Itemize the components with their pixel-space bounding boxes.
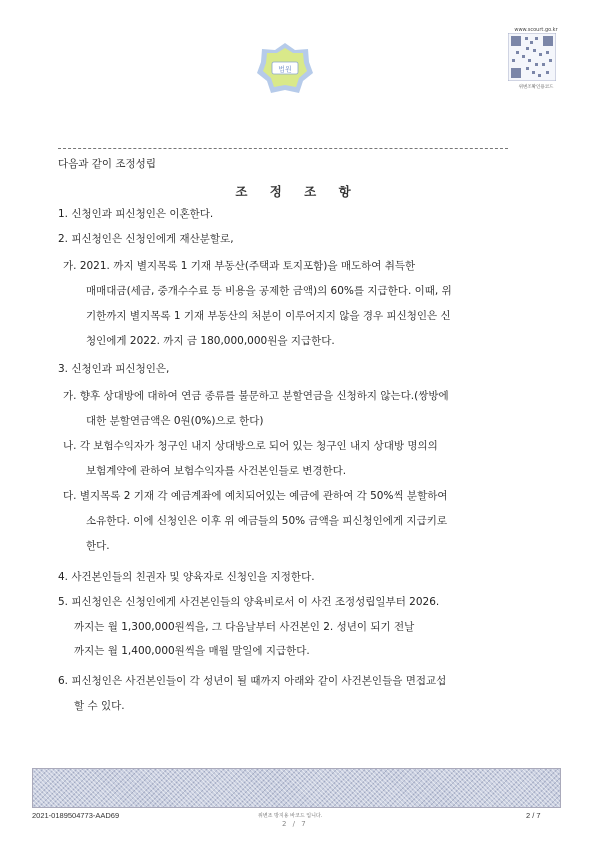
sub-line: 소유한다. 이에 신청인은 이후 위 예금들의 50% 금액을 피신청인에게 지급키로 <box>86 515 448 527</box>
dashed-separator <box>58 148 508 149</box>
section-title: 조 정 조 항 <box>235 184 360 199</box>
clause-1 <box>58 202 513 227</box>
clause-text: 까지는 월 1,400,000원씩을 매월 말일에 지급한다. <box>74 645 310 657</box>
sub-line: 가. 향후 상대방에 대하여 연금 종류를 불문하고 분할연금을 신청하지 않는다.(쌍방에 <box>63 390 449 402</box>
clause-text: 피신청인은 신청인에게 사건본인들의 양육비로서 이 사건 조정성립일부터 2026. <box>71 596 440 608</box>
clause-2 <box>58 227 513 252</box>
court-emblem-logo <box>255 40 315 96</box>
intro-text: 다음과 같이 조정성립 <box>58 158 156 170</box>
clause-5 <box>58 590 513 664</box>
clause-number: 1. <box>58 208 69 220</box>
clause-text: 할 수 있다. <box>74 699 125 712</box>
sub-line: 한다. <box>86 540 110 552</box>
qr-caption: 위변조확인용코드 <box>518 85 554 90</box>
clause-number: 5. <box>58 596 69 608</box>
clause-text: 까지는 월 1,300,000원씩을, 그 다음날부터 사건본인 2. 성년이 되기 전날 <box>74 620 415 633</box>
qr-code-icon <box>508 33 556 81</box>
clause-text: 신청인과 피신청인은, <box>71 363 170 375</box>
clause-text: 신청인과 피신청인은 이혼한다. <box>71 208 214 220</box>
clause-number: 6. <box>58 675 69 687</box>
sub-line: 매매대금(세금, 중개수수료 등 비용을 공제한 금액)의 60%를 지급한다. 이때, 위 <box>86 285 452 297</box>
qr-url-text: www.scourt.go.kr <box>514 27 558 33</box>
sub-line: 보험계약에 관하여 보험수익자를 사건본인들로 변경한다. <box>86 465 347 477</box>
sub-line: 대한 분할연금액은 0원(0%)으로 한다) <box>86 415 264 427</box>
clause-2-sub-a <box>63 254 515 354</box>
sub-line: 청인에게 2022. 까지 금 180,000,000원을 지급한다. <box>86 335 335 347</box>
document-id: 2021-0189504773-AAD69 <box>32 811 120 820</box>
anti-forgery-barcode <box>32 768 561 808</box>
emblem-label: 법원 <box>278 65 292 74</box>
clause-6 <box>58 669 513 718</box>
clause-text: 피신청인은 사건본인들이 각 성년이 될 때까지 아래와 같이 사건본인들을 면접교섭 <box>71 675 447 687</box>
page-number-right: 2 / 7 <box>526 811 541 820</box>
clause-number: 2. <box>58 233 69 245</box>
clause-number: 3. <box>58 363 69 375</box>
sub-line: 나. 각 보험수익자가 청구인 내지 상대방으로 되어 있는 청구인 내지 상대방 명의의 <box>63 440 438 452</box>
sub-line: 다. 별지목록 2 기재 각 예금계좌에 예치되어있는 예금에 관하여 각 50%씩 분할하여 <box>63 490 448 502</box>
page-number-center: 2 / 7 <box>282 820 308 828</box>
sub-line: 기한까지 별지목록 1 기재 부동산의 처분이 이루어지지 않을 경우 피신청인은 신 <box>86 310 451 322</box>
clause-4 <box>58 565 513 590</box>
clause-3 <box>58 357 513 382</box>
clause-3-sub <box>63 384 515 559</box>
clause-number: 4. <box>58 571 69 583</box>
clause-text: 사건본인들의 친권자 및 양육자로 신청인을 지정한다. <box>71 571 315 583</box>
clause-text: 피신청인은 신청인에게 재산분할로, <box>71 233 234 245</box>
barcode-note: 위변조 방지용 바코드 입니다. <box>258 813 323 819</box>
sub-line: 가. 2021. 까지 별지목록 1 기재 부동산(주택과 토지포함)을 매도하여 취득한 <box>63 260 416 272</box>
